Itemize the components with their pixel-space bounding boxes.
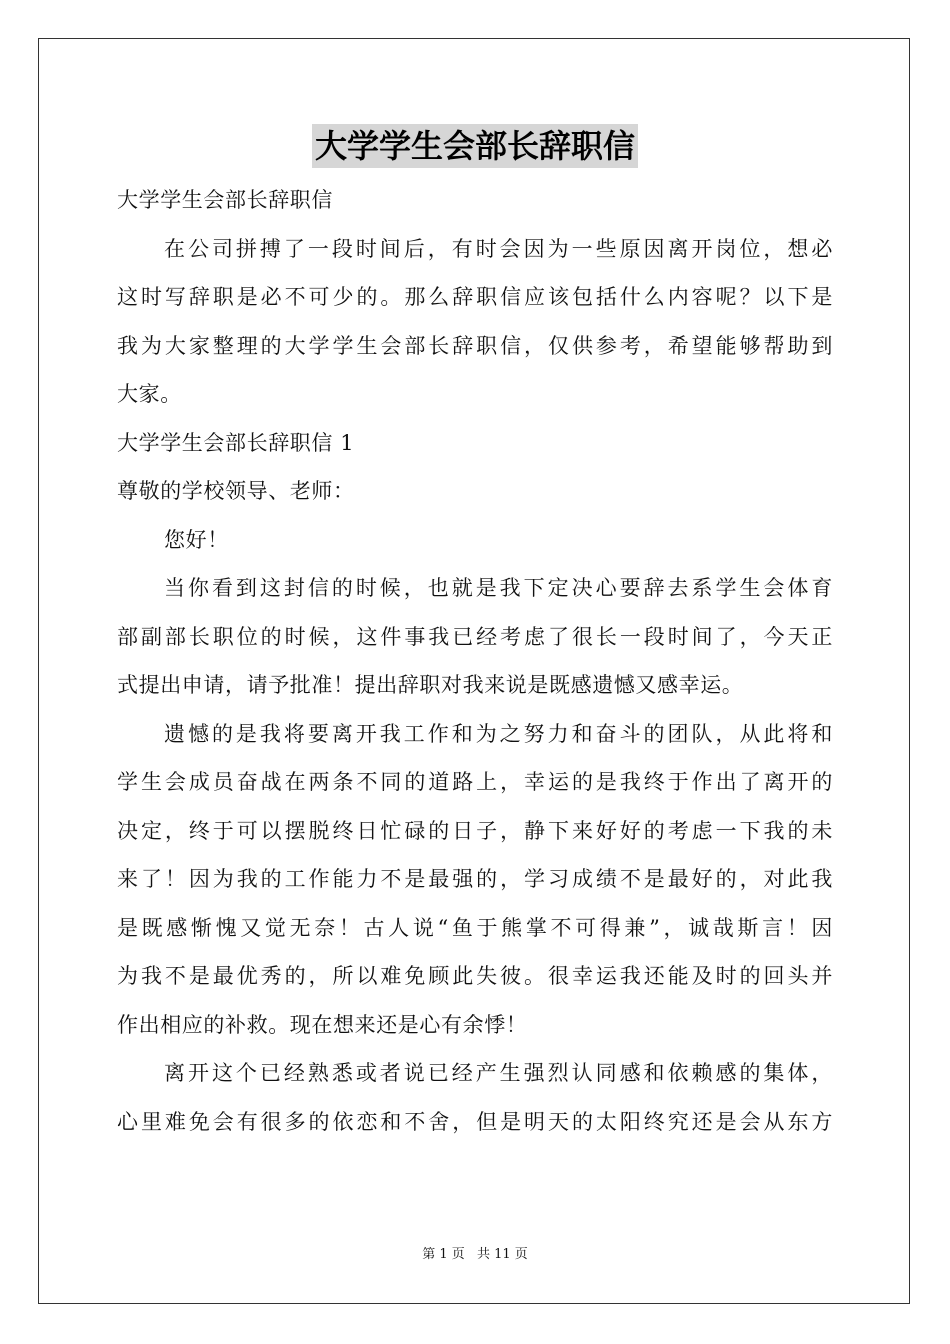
paragraph-line: 在公司拼搏了一段时间后，有时会因为一些原因离开岗位，想必 bbox=[164, 236, 833, 261]
subtitle-line: 大学学生会部长辞职信 bbox=[117, 188, 333, 212]
paragraph-line: 部副部长职位的时候，这件事我已经考虑了很长一段时间了，今天正 bbox=[117, 624, 833, 649]
paragraph-line: 离开这个已经熟悉或者说已经产生强烈认同感和依赖感的集体， bbox=[164, 1061, 833, 1085]
page-footer bbox=[0, 1246, 950, 1264]
document-body bbox=[117, 176, 833, 1146]
paragraph-line: 决定，终于可以摆脱终日忙碌的日子，静下来好好的考虑一下我的未 bbox=[117, 818, 833, 843]
paragraph-line: 式提出申请，请予批准！提出辞职对我来说是既感遗憾又感幸运。 bbox=[117, 673, 744, 697]
page-total: 共 11 页 bbox=[476, 1247, 528, 1262]
paragraph-line: 作出相应的补救。现在想来还是心有余悸！ bbox=[117, 1012, 528, 1037]
paragraph-line: 是既感惭愧又觉无奈！古人说“鱼于熊掌不可得兼”，诚哉斯言！因 bbox=[117, 915, 833, 940]
paragraph-line: 来了！因为我的工作能力不是最强的，学习成绩不是最好的，对此我 bbox=[117, 867, 833, 891]
page-number: 第 1 页 bbox=[422, 1247, 465, 1262]
paragraph-line: 大家。 bbox=[117, 382, 182, 406]
title-container bbox=[0, 124, 950, 168]
salutation-line: 尊敬的学校领导、老师： bbox=[117, 479, 355, 503]
document-title: 大学学生会部长辞职信 bbox=[312, 124, 638, 168]
paragraph-line: 为我不是最优秀的，所以难免顾此失彼。很幸运我还能及时的回头并 bbox=[117, 964, 833, 988]
greeting-line: 您好！ bbox=[164, 527, 229, 552]
paragraph-line: 我为大家整理的大学学生会部长辞职信，仅供参考，希望能够帮助到 bbox=[117, 333, 833, 358]
section-heading: 大学学生会部长辞职信 1 bbox=[117, 430, 355, 455]
paragraph-line: 当你看到这封信的时候，也就是我下定决心要辞去系学生会体育 bbox=[164, 576, 833, 600]
paragraph-line: 遗憾的是我将要离开我工作和为之努力和奋斗的团队，从此将和 bbox=[164, 721, 833, 746]
paragraph-line: 学生会成员奋战在两条不同的道路上，幸运的是我终于作出了离开的 bbox=[117, 770, 833, 794]
paragraph-line: 心里难免会有很多的依恋和不舍，但是明天的太阳终究还是会从东方 bbox=[117, 1109, 833, 1134]
paragraph-line: 这时写辞职是必不可少的。那么辞职信应该包括什么内容呢？以下是 bbox=[117, 285, 833, 309]
